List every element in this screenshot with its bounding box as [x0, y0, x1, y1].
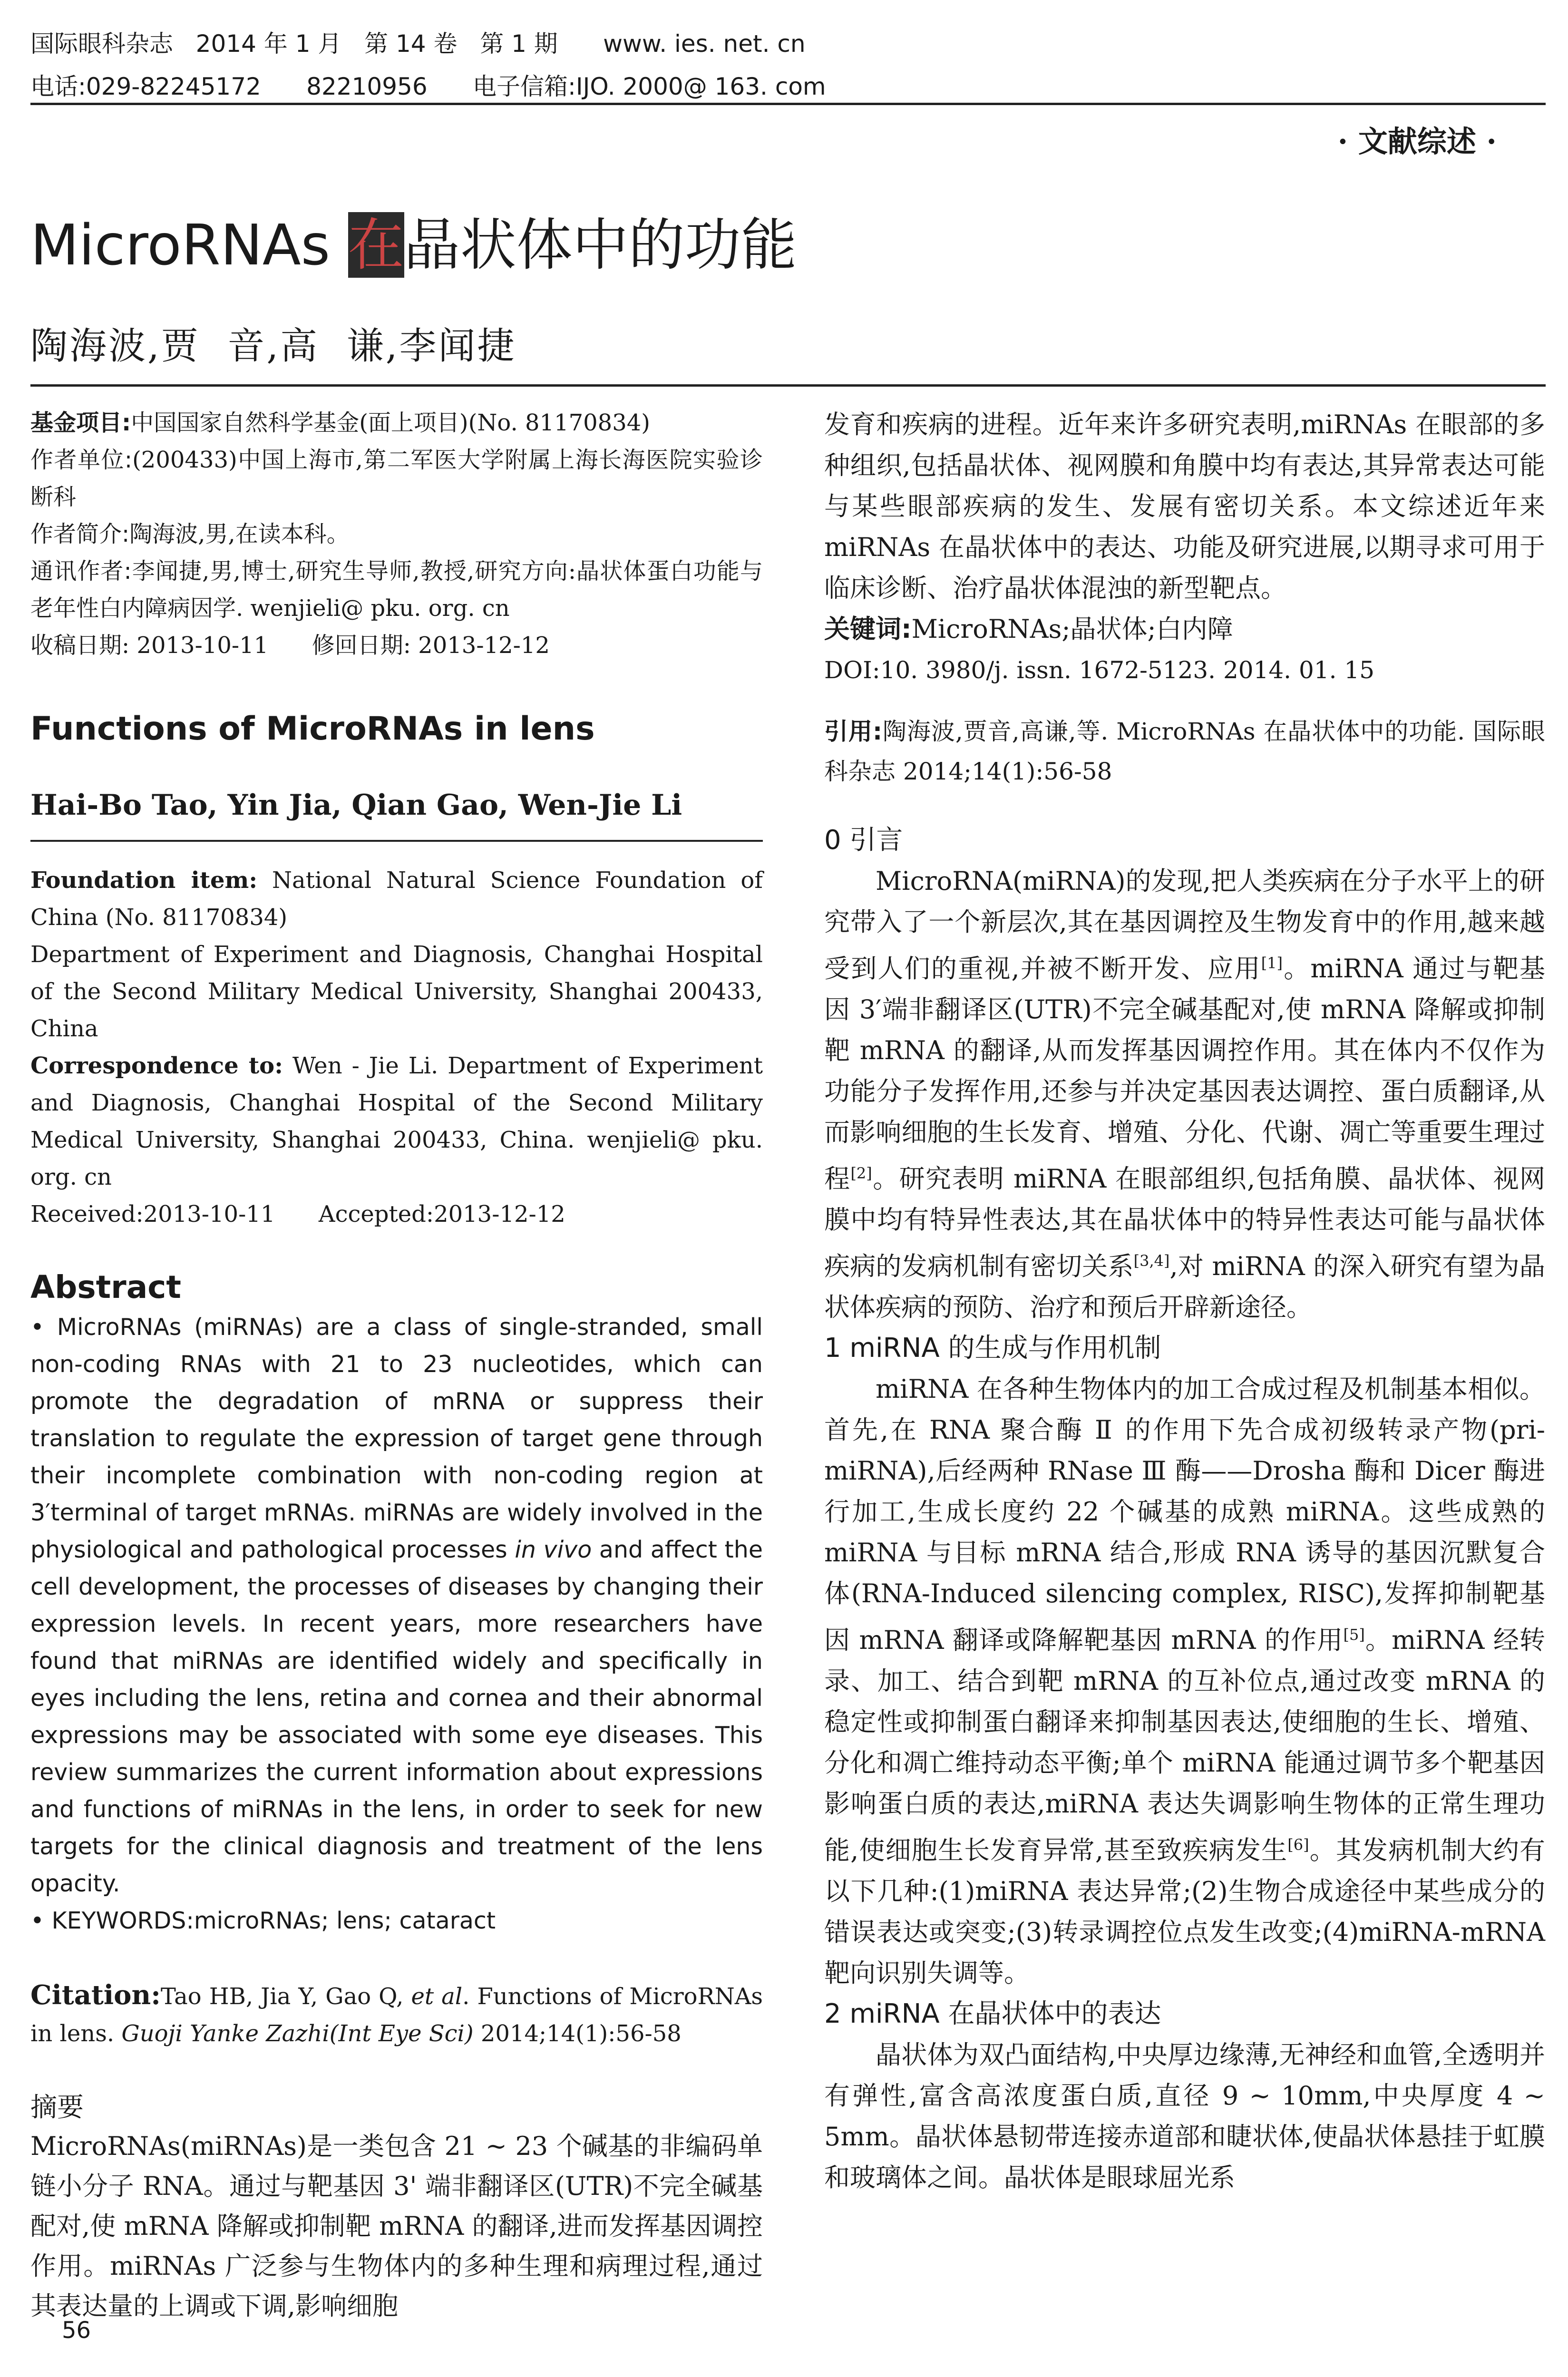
- cn-cite-label: 引用:: [824, 718, 882, 745]
- title-prefix: MicroRNAs: [30, 212, 348, 278]
- unit-text: (200433)中国上海市,第二军医大学附属上海长海医院实验诊断科: [30, 447, 763, 510]
- section-1-part-c: 。其发病机制大约有以下几种:(1)miRNA 表达异常;(2)生物合成途径中某些成分的错误表达或突变;(3)转录调控位点发生改变;(4)miRNA-mRNA 靶向识别失调等。: [824, 1835, 1545, 1988]
- ref-2: [2]: [850, 1164, 872, 1182]
- citation-part-b: . Functions of MicroRNAs in lens.: [30, 1983, 763, 2047]
- left-column: [30, 404, 763, 2326]
- authors-cn: 陶海波,贾 音,高 谦,李闻捷: [30, 325, 516, 368]
- cn-abstract-continued: 发育和疾病的进程。近年来许多研究表明,miRNAs 在眼部的多种组织,包括晶状体、视网膜和角膜中均有表达,其异常表达可能与某些眼部疾病的发生、发展有密切关系。本文综述近年来 miRNAs 在晶状体中的表达、功能及研究进展,以期寻求可用于临床诊断、治疗晶状体混浊的新型靶点。: [824, 409, 1545, 603]
- citation-journal: Guoji Yanke Zazhi(Int Eye Sci): [121, 2020, 474, 2047]
- ref-3-4: [3,4]: [1133, 1252, 1170, 1270]
- keywords-en: • KEYWORDS:microRNAs; lens; cataract: [30, 1907, 496, 1934]
- ref-1: [1]: [1261, 954, 1283, 972]
- right-column: [824, 404, 1545, 2198]
- doi: DOI:10. 3980/j. issn. 1672-5123. 2014. 01. 15: [824, 656, 1375, 684]
- section-1-text: [824, 1369, 1545, 1994]
- section-2-heading: 2 miRNA 在晶状体中的表达: [824, 1998, 1161, 2029]
- section-1-part-b: 。miRNA 经转录、加工、结合到靶 mRNA 的互补位点,通过改变 mRNA 的稳定性或抑制蛋白翻译来抑制基因表达,使细胞的生长、增殖、分化和凋亡维持动态平衡;单个 miRNA 能通过调节多个靶基因影响蛋白质的表达,miRNA 表达失调影响生物体的正常生理功能,使细胞生长发育异常,甚至致疾病发生: [824, 1625, 1545, 1865]
- section-0-part-b: 。miRNA 通过与靶基因 3′端非翻译区(UTR)不完全碱基配对,使 mRNA 降解或抑制靶 mRNA 的翻译,从而发挥基因调控作用。其在体内不仅作为功能分子发挥作用,还参与并决定基因表达调控、蛋白质翻译,从而影响细胞的生长发育、增殖、分化、代谢、凋亡等重要生理过程: [824, 954, 1546, 1194]
- fund-label: 基金项目:: [30, 409, 131, 436]
- section-2-text: 晶状体为双凸面结构,中央厚边缘薄,无神经和血管,全透明并有弹性,富含高浓度蛋白质,直径 9 ~ 10mm,中央厚度 4 ~ 5mm。晶状体悬韧带连接赤道部和睫状体,使晶状体悬挂于虹膜和玻璃体之间。晶状体是眼球屈光系: [824, 2040, 1545, 2192]
- corr-text: 李闻捷,男,博士,研究生导师,教授,研究方向:晶状体蛋白功能与老年性白内障病因学. wenjieli@ pku. org. cn: [30, 558, 763, 622]
- section-0-heading: 0 引言: [824, 825, 903, 856]
- foundation-label: Foundation item:: [30, 867, 258, 894]
- ref-6: [6]: [1287, 1836, 1309, 1854]
- abstract-heading: Abstract: [30, 1269, 181, 1305]
- ref-5: [5]: [1343, 1626, 1365, 1644]
- page-title: [30, 200, 797, 281]
- citation-etal: et al: [411, 1983, 463, 2010]
- received-dates: Received:2013-10-11 Accepted:2013-12-12: [30, 1201, 565, 1227]
- section-0-text: [824, 861, 1545, 1328]
- abstract-part-a: • MicroRNAs (miRNAs) are a class of single-stranded, small non-coding RNAs with 21 to 23 nucleotides, which can promote the degradation of mRNA or suppress their translation to regulate the expression of target gene through their incomplete combination with non-coding region at 3′terminal of target mRNAs. miRNAs are widely involved in the physiological and pathological processes: [30, 1314, 763, 1563]
- fund-text: 中国国家自然科学基金(面上项目)(No. 81170834): [131, 409, 650, 436]
- correspondence-label: Correspondence to:: [30, 1052, 283, 1079]
- cn-keywords-text: MicroRNAs;晶状体;白内障: [911, 614, 1233, 644]
- title-highlight: 在: [348, 212, 404, 278]
- abstract-text: [30, 1309, 763, 1902]
- cn-abstract-text: MicroRNAs(miRNAs)是一类包含 21 ~ 23 个碱基的非编码单链小分子 RNA。通过与靶基因 3' 端非翻译区(UTR)不完全碱基配对,使 mRNA 降解或抑制靶 mRNA 的翻译,进而发挥基因调控作用。miRNAs 广泛参与生物体内的多种生理和病理过程,通过其表达量的上调或下调,影响细胞: [30, 2131, 763, 2321]
- bio-text: 陶海波,男,在读本科。: [129, 521, 350, 547]
- citation-part-c: 2014;14(1):56-58: [473, 2020, 682, 2047]
- dates-cn: 收稿日期: 2013-10-11 修回日期: 2013-12-12: [30, 632, 550, 659]
- cn-cite-text: 陶海波,贾音,高谦,等. MicroRNAs 在晶状体中的功能. 国际眼科杂志 2014;14(1):56-58: [824, 718, 1545, 785]
- journal-header-line1: 国际眼科杂志 2014 年 1 月 第 14 卷 第 1 期 www. ies. net. cn: [30, 30, 806, 58]
- title-rest: 晶状体中的功能: [404, 212, 797, 278]
- page-number: 56: [62, 2317, 91, 2344]
- bio-label: 作者简介:: [30, 521, 130, 547]
- section-1-heading: 1 miRNA 的生成与作用机制: [824, 1333, 1161, 1364]
- cn-keywords-label: 关键词:: [824, 614, 912, 644]
- foundation-text: National Natural Science Foundation of China (No. 81170834): [30, 867, 763, 931]
- section-0-part-a: MicroRNA(miRNA)的发现,把人类疾病在分子水平上的研究带入了一个新层次,其在基因调控及生物发育中的作用,越来越受到人们的重视,并被不断开发、应用: [824, 866, 1545, 984]
- en-authors-rule: [30, 840, 763, 842]
- section-0-part-c: 。研究表明 miRNA 在眼部组织,包括角膜、晶状体、视网膜中均有特异性表达,其在晶状体中的特异性表达可能与晶状体疾病的发病机制有密切关系: [824, 1164, 1546, 1281]
- abstract-in-vivo: in vivo: [515, 1536, 592, 1563]
- cn-abstract-heading: 摘要: [30, 2092, 84, 2123]
- header-rule: [30, 103, 1546, 105]
- citation-part-a: Tao HB, Jia Y, Gao Q,: [160, 1983, 411, 2010]
- correspondence-text: Wen - Jie Li. Department of Experiment and Diagnosis, Changhai Hospital of the Second Military Medical University, Shanghai 200433, China. wenjieli@ pku. org. cn: [30, 1052, 763, 1190]
- abstract-part-b: and affect the cell development, the processes of diseases by changing their expression levels. In recent years, more researchers have found that miRNAs are identified widely and specifically in eyes including the lens, retina and cornea and their abnormal expressions may be associated with some eye diseases. This review summarizes the current information about expressions and functions of miRNAs in the lens, in order to seek for new targets for the clinical diagnosis and treatment of the lens opacity.: [30, 1536, 763, 1897]
- section-1-part-a: miRNA 在各种生物体内的加工合成过程及机制基本相似。首先,在 RNA 聚合酶 Ⅱ 的作用下先合成初级转录产物(pri-miRNA),后经两种 RNase Ⅲ 酶——Drosha 酶和 Dicer 酶进行加工,生成长度约 22 个碱基的成熟 miRNA。这些成熟的 miRNA 与目标 mRNA 结合,形成 RNA 诱导的基因沉默复合体(RNA-Induced silencing complex, RISC),发挥抑制靶基因 mRNA 翻译或降解靶基因 mRNA 的作用: [824, 1374, 1545, 1655]
- en-title: Functions of MicroRNAs in lens: [30, 710, 595, 748]
- unit-label: 作者单位:: [30, 447, 133, 473]
- section-0-part-d: ,对 miRNA 的深入研究有望为晶状体疾病的预防、治疗和预后开辟新途径。: [824, 1251, 1545, 1322]
- corr-label: 通讯作者:: [30, 558, 132, 585]
- journal-header-line2: 电话:029-82245172 82210956 电子信箱:IJO. 2000@ 163. com: [30, 73, 826, 100]
- title-rule: [30, 384, 1546, 387]
- citation-en: [30, 1977, 763, 2052]
- department-text: Department of Experiment and Diagnosis, Changhai Hospital of the Second Military Medical University, Shanghai 200433, China: [30, 941, 763, 1042]
- en-authors: Hai-Bo Tao, Yin Jia, Qian Gao, Wen-Jie Li: [30, 789, 682, 822]
- citation-label: Citation:: [30, 1979, 161, 2011]
- section-tag: · 文献综述 ·: [1337, 124, 1497, 159]
